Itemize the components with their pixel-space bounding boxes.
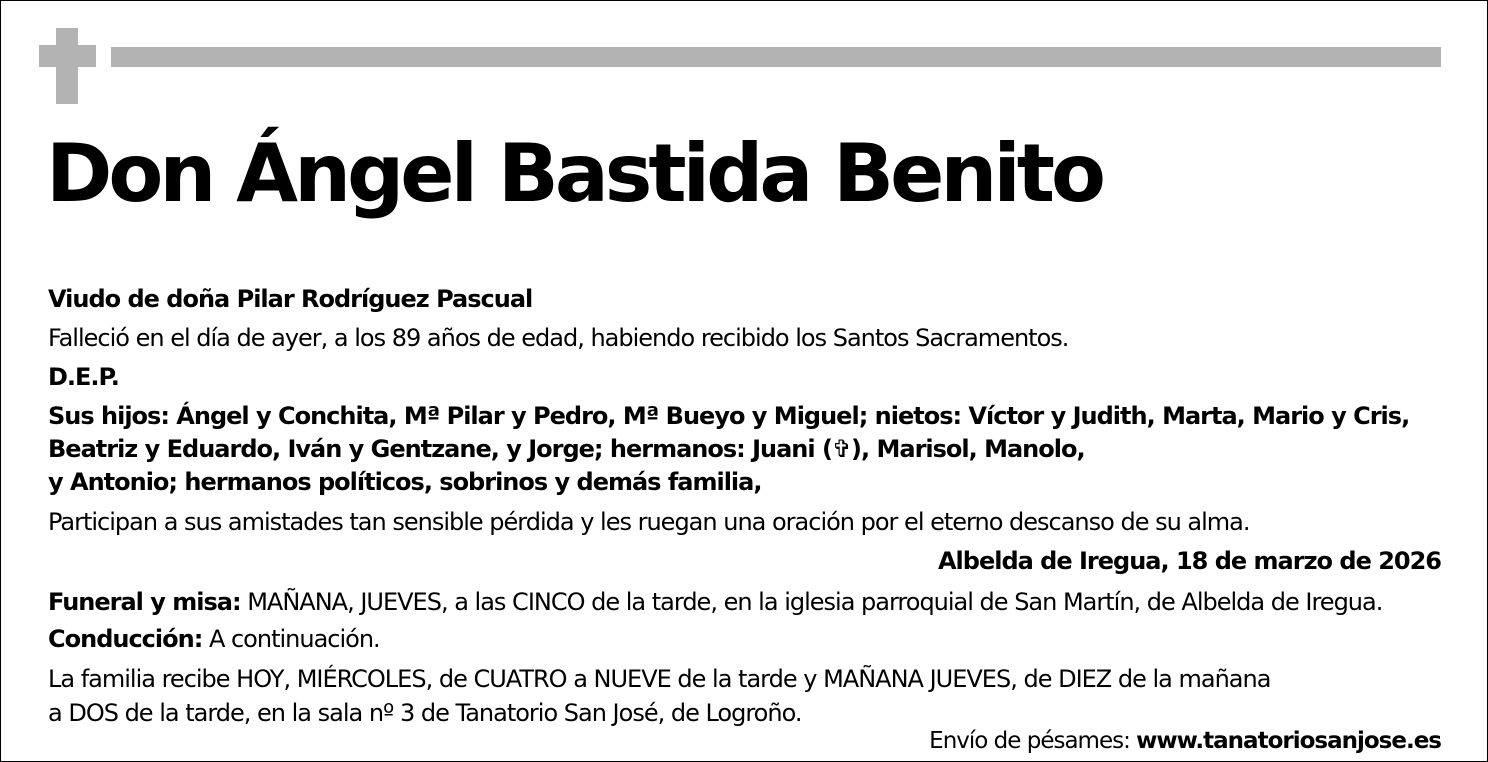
conduction-text: A continuación. [202,625,380,653]
funeral-text: MAÑANA, JUEVES, a las CINCO de la tarde, en la iglesia parroquial de San Martín, de Albelda de Iregua. [240,588,1383,616]
conduction-label: Conducción: [48,625,203,653]
condolences-line [929,725,1441,757]
funeral-line [48,586,1382,618]
reception-line-2: a DOS de la tarde, en la sala nº 3 de Tanatorio San José, de Logroño. [48,699,802,727]
deceased-name: Don Ángel Bastida Benito [46,127,1102,220]
family-line-2-end: ), Marisol, Manolo, [851,435,1085,463]
place-date: Albelda de Iregua, 18 de marzo de 2026 [937,547,1441,575]
family-line-2-start: Beatriz y Eduardo, Iván y Gentzane, y Jorge; hermanos: Juani ( [48,435,832,463]
funeral-label: Funeral y misa: [48,588,241,616]
condolences-label: Envío de pésames: [929,728,1137,754]
dep-line: D.E.P. [48,363,119,391]
death-notice: Falleció en el día de ayer, a los 89 años de edad, habiendo recibido los Santos Sacramentos. [48,324,1069,352]
announcement: Participan a sus amistades tan sensible pérdida y les ruegan una oración por el eterno descanso de su alma. [48,508,1250,536]
condolences-url[interactable]: www.tanatoriosanjose.es [1136,728,1441,754]
latin-cross-icon-arm [39,45,96,67]
family-line-1: Sus hijos: Ángel y Conchita, Mª Pilar y Pedro, Mª Bueyo y Miguel; nietos: Víctor y Judith, Marta, Mario y Cris, [48,402,1410,430]
circled-cross-icon: ✞ [831,435,852,463]
family-line-3: y Antonio; hermanos políticos, sobrinos y demás familia, [48,468,762,496]
header-rule [111,47,1441,67]
conduction-line [48,623,380,655]
family-line-2 [48,433,1085,465]
reception-line-1: La familia recibe HOY, MIÉRCOLES, de CUATRO a NUEVE de la tarde y MAÑANA JUEVES, de DIEZ de la mañana [48,665,1271,693]
widower-line: Viudo de doña Pilar Rodríguez Pascual [48,285,533,313]
